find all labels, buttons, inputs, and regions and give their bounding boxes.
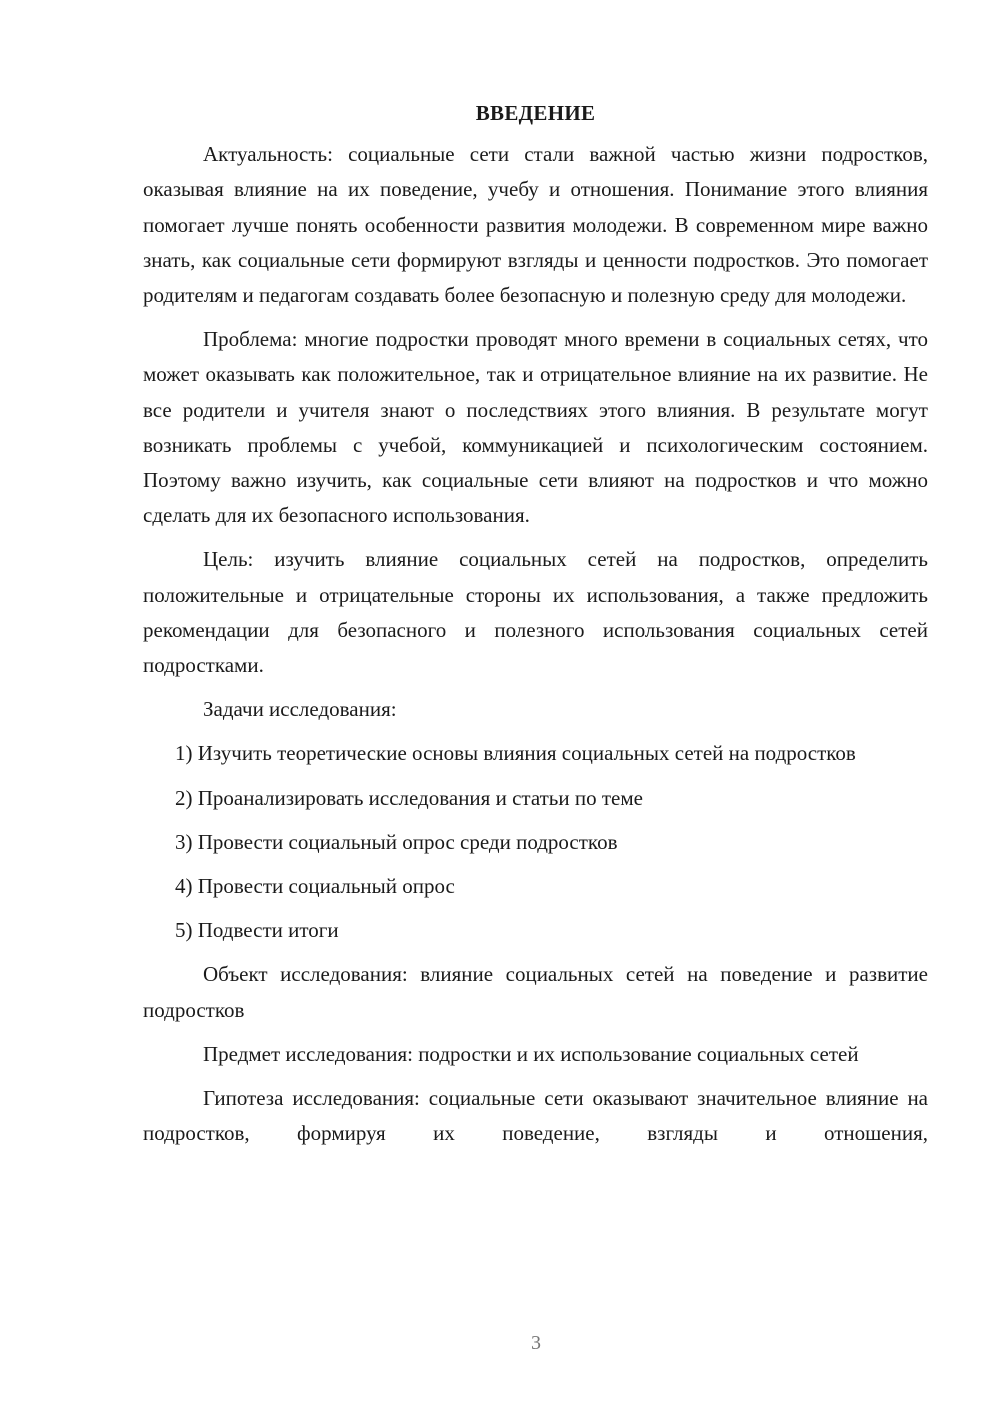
list-item: 4) Провести социальный опрос <box>175 874 455 899</box>
list-item: 1) Изучить теоретические основы влияния социальных сетей на подростков <box>175 741 856 766</box>
list-item: 2) Проанализировать исследования и статьи по теме <box>175 785 643 810</box>
relevance-paragraph: Актуальность: социальные сети стали важной частью жизни подростков, оказывая влияние на их поведение, учебу и отношения. Понимание этого влияния помогает лучше понять особенности развития молодежи. В современном мире важно знать, как социальные сети формируют взгляды и ценности подростков. Это помогает родителям и педагогам создавать более безопасную и полезную среду для молодежи. <box>143 142 928 308</box>
object-paragraph: Объект исследования: влияние социальных сетей на поведение и развитие подростков <box>143 962 928 1022</box>
tasks-list <box>143 736 928 948</box>
subject-paragraph: Предмет исследования: подростки и их использование социальных сетей <box>203 1041 859 1066</box>
page-content <box>143 96 928 1160</box>
list-item: 5) Подвести итоги <box>175 918 339 943</box>
tasks-heading: Задачи исследования: <box>203 697 397 722</box>
hypothesis-paragraph: Гипотеза исследования: социальные сети оказывают значительное влияние на подростков, формируя их поведение, взгляды и отношения, <box>143 1086 928 1146</box>
problem-paragraph: Проблема: многие подростки проводят много времени в социальных сетях, что может оказывать как положительное, так и отрицательное влияние на их развитие. Не все родители и учителя знают о последствиях этого влияния. В результате могут возникать проблемы с учебой, коммуникацией и психологическим состоянием. Поэтому важно изучить, как социальные сети влияют на подростков и что можно сделать для их безопасного использования. <box>143 327 928 528</box>
page-title: ВВЕДЕНИЕ <box>475 101 596 125</box>
list-item: 3) Провести социальный опрос среди подростков <box>175 829 618 854</box>
page-number: 3 <box>531 1332 541 1354</box>
goal-paragraph: Цель: изучить влияние социальных сетей на подростков, определить положительные и отрицательные стороны их использования, а также предложить рекомендации для безопасного и полезного использования социальных сетей подростками. <box>143 547 928 678</box>
